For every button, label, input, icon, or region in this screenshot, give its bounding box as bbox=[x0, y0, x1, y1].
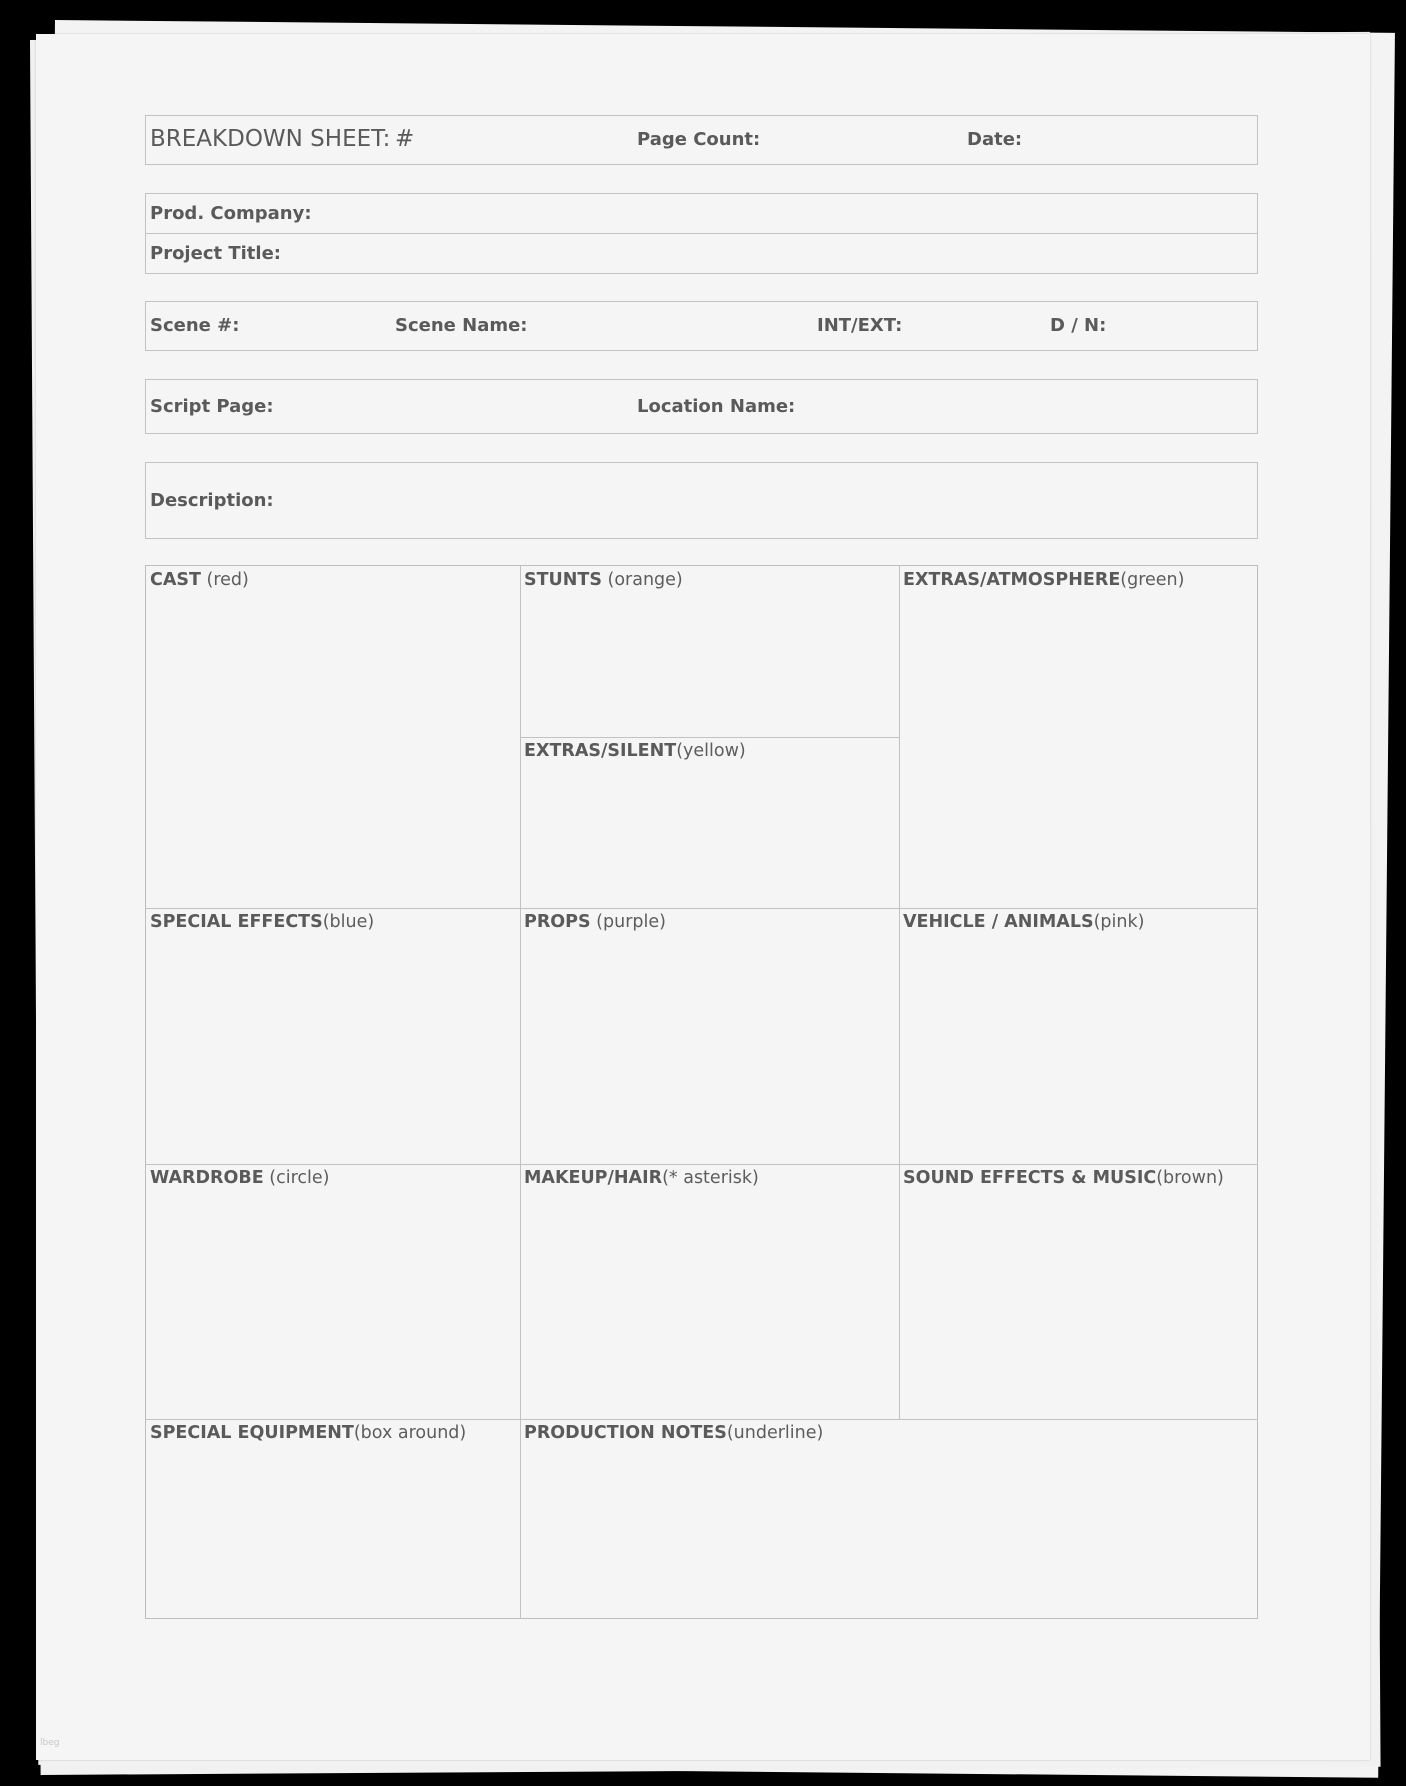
sound-music-label: SOUND EFFECTS & MUSIC bbox=[903, 1168, 1157, 1188]
script-page-label: Script Page: bbox=[150, 396, 274, 417]
scene-box bbox=[145, 301, 1258, 351]
props-label: PROPS bbox=[524, 912, 591, 932]
cast-note: (red) bbox=[200, 570, 249, 590]
cast-label: CAST bbox=[150, 570, 201, 590]
extras-silent-label: EXTRAS/SILENT bbox=[524, 741, 677, 761]
vehicle-animals-cell bbox=[899, 908, 1257, 1164]
prod-company-label: Prod. Company: bbox=[150, 203, 312, 224]
page-count-label: Page Count: bbox=[637, 129, 761, 150]
makeup-hair-cell bbox=[520, 1164, 899, 1419]
extras-silent-note: (yellow) bbox=[676, 741, 746, 761]
props-note: (purple) bbox=[590, 912, 666, 932]
day-night-label: D / N: bbox=[1050, 315, 1107, 336]
makeup-hair-label: MAKEUP/HAIR bbox=[524, 1168, 663, 1188]
special-effects-note: (blue) bbox=[322, 912, 375, 932]
special-effects-cell bbox=[146, 908, 520, 1164]
stunts-label: STUNTS bbox=[524, 570, 602, 590]
special-equipment-note: (box around) bbox=[353, 1423, 467, 1443]
wardrobe-label: WARDROBE bbox=[150, 1168, 264, 1188]
production-divider bbox=[146, 233, 1257, 234]
description-box bbox=[145, 462, 1258, 539]
production-notes-cell bbox=[520, 1419, 1257, 1618]
sound-music-cell bbox=[899, 1164, 1257, 1419]
production-box bbox=[145, 193, 1258, 274]
watermark: lbeg bbox=[40, 1738, 60, 1748]
extras-silent-cell bbox=[520, 737, 899, 908]
stunts-cell bbox=[520, 566, 899, 737]
wardrobe-note: (circle) bbox=[263, 1168, 330, 1188]
wardrobe-cell bbox=[146, 1164, 520, 1419]
special-equipment-label: SPECIAL EQUIPMENT bbox=[150, 1423, 354, 1443]
vehicle-animals-note: (pink) bbox=[1093, 912, 1145, 932]
extras-atmosphere-note: (green) bbox=[1120, 570, 1185, 590]
production-notes-label: PRODUCTION NOTES bbox=[524, 1423, 727, 1443]
makeup-hair-note: (* asterisk) bbox=[662, 1168, 759, 1188]
description-label: Description: bbox=[150, 490, 274, 511]
date-label: Date: bbox=[967, 129, 1023, 150]
sheet-number-hash: # bbox=[395, 126, 415, 152]
special-equipment-cell bbox=[146, 1419, 520, 1618]
scene-number-label: Scene #: bbox=[150, 315, 240, 336]
header-box bbox=[145, 115, 1258, 165]
special-effects-label: SPECIAL EFFECTS bbox=[150, 912, 323, 932]
scene-name-label: Scene Name: bbox=[395, 315, 528, 336]
extras-atmosphere-cell bbox=[899, 566, 1257, 908]
extras-atmosphere-label: EXTRAS/ATMOSPHERE bbox=[903, 570, 1121, 590]
int-ext-label: INT/EXT: bbox=[817, 315, 903, 336]
location-name-label: Location Name: bbox=[637, 396, 796, 417]
sound-music-note: (brown) bbox=[1156, 1168, 1224, 1188]
categories-grid bbox=[145, 565, 1258, 1619]
production-notes-note: (underline) bbox=[726, 1423, 824, 1443]
sheet-title: BREAKDOWN SHEET: bbox=[150, 126, 391, 152]
stunts-note: (orange) bbox=[601, 570, 683, 590]
project-title-label: Project Title: bbox=[150, 243, 281, 264]
script-location-box bbox=[145, 379, 1258, 434]
props-cell bbox=[520, 908, 899, 1164]
cast-cell bbox=[146, 566, 520, 908]
vehicle-animals-label: VEHICLE / ANIMALS bbox=[903, 912, 1094, 932]
breakdown-sheet-page bbox=[36, 34, 1370, 1760]
